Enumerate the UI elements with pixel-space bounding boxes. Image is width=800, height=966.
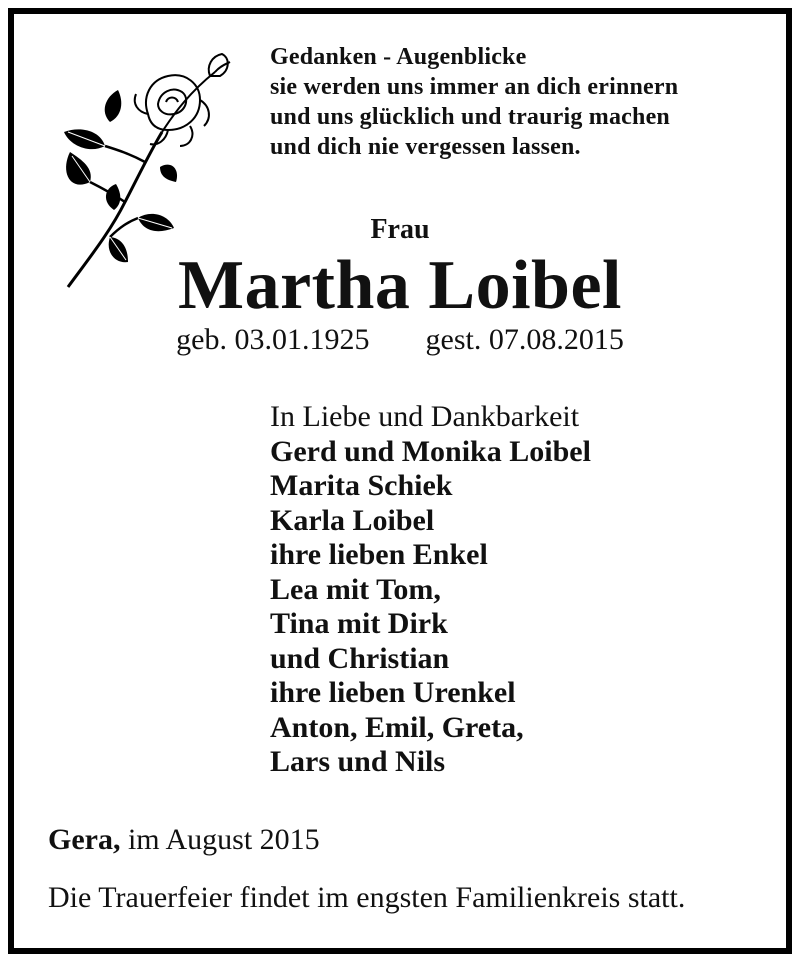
deceased-name: Martha Loibel [178,247,622,324]
poem-line: und uns glücklich und traurig machen [270,104,670,130]
salutation: Frau [370,214,430,245]
birth-date: geb. 03.01.1925 [176,323,370,356]
mourners-intro: In Liebe und Dankbarkeit [270,400,580,433]
mourners-list [270,400,591,780]
mourner-line: Karla Loibel [270,503,435,537]
mourner-line: Anton, Emil, Greta, [270,710,524,744]
mourner-line: Lars und Nils [270,745,446,778]
mourner-line: ihre lieben Urenkel [270,676,516,709]
mourner-line: Lea mit Tom, [270,572,441,606]
funeral-note: Die Trauerfeier findet im engsten Familienkreis statt. [48,881,686,914]
poem [270,42,678,162]
mourner-line: Gerd und Monika Loibel [270,434,591,468]
poem-line: sie werden uns immer an dich erinnern [270,74,679,100]
place-date [48,822,320,858]
life-dates [14,322,786,358]
death-date: gest. 07.08.2015 [425,323,624,356]
date: im August 2015 [127,823,320,856]
mourner-line: Tina mit Dirk [270,607,448,640]
place: Gera, [48,823,121,856]
mourner-line: und Christian [270,641,450,675]
mourner-line: ihre lieben Enkel [270,538,488,571]
obituary-notice [8,8,792,954]
mourner-line: Marita Schiek [270,469,453,502]
poem-line: und dich nie vergessen lassen. [270,134,581,160]
poem-line: Gedanken - Augenblicke [270,44,527,70]
